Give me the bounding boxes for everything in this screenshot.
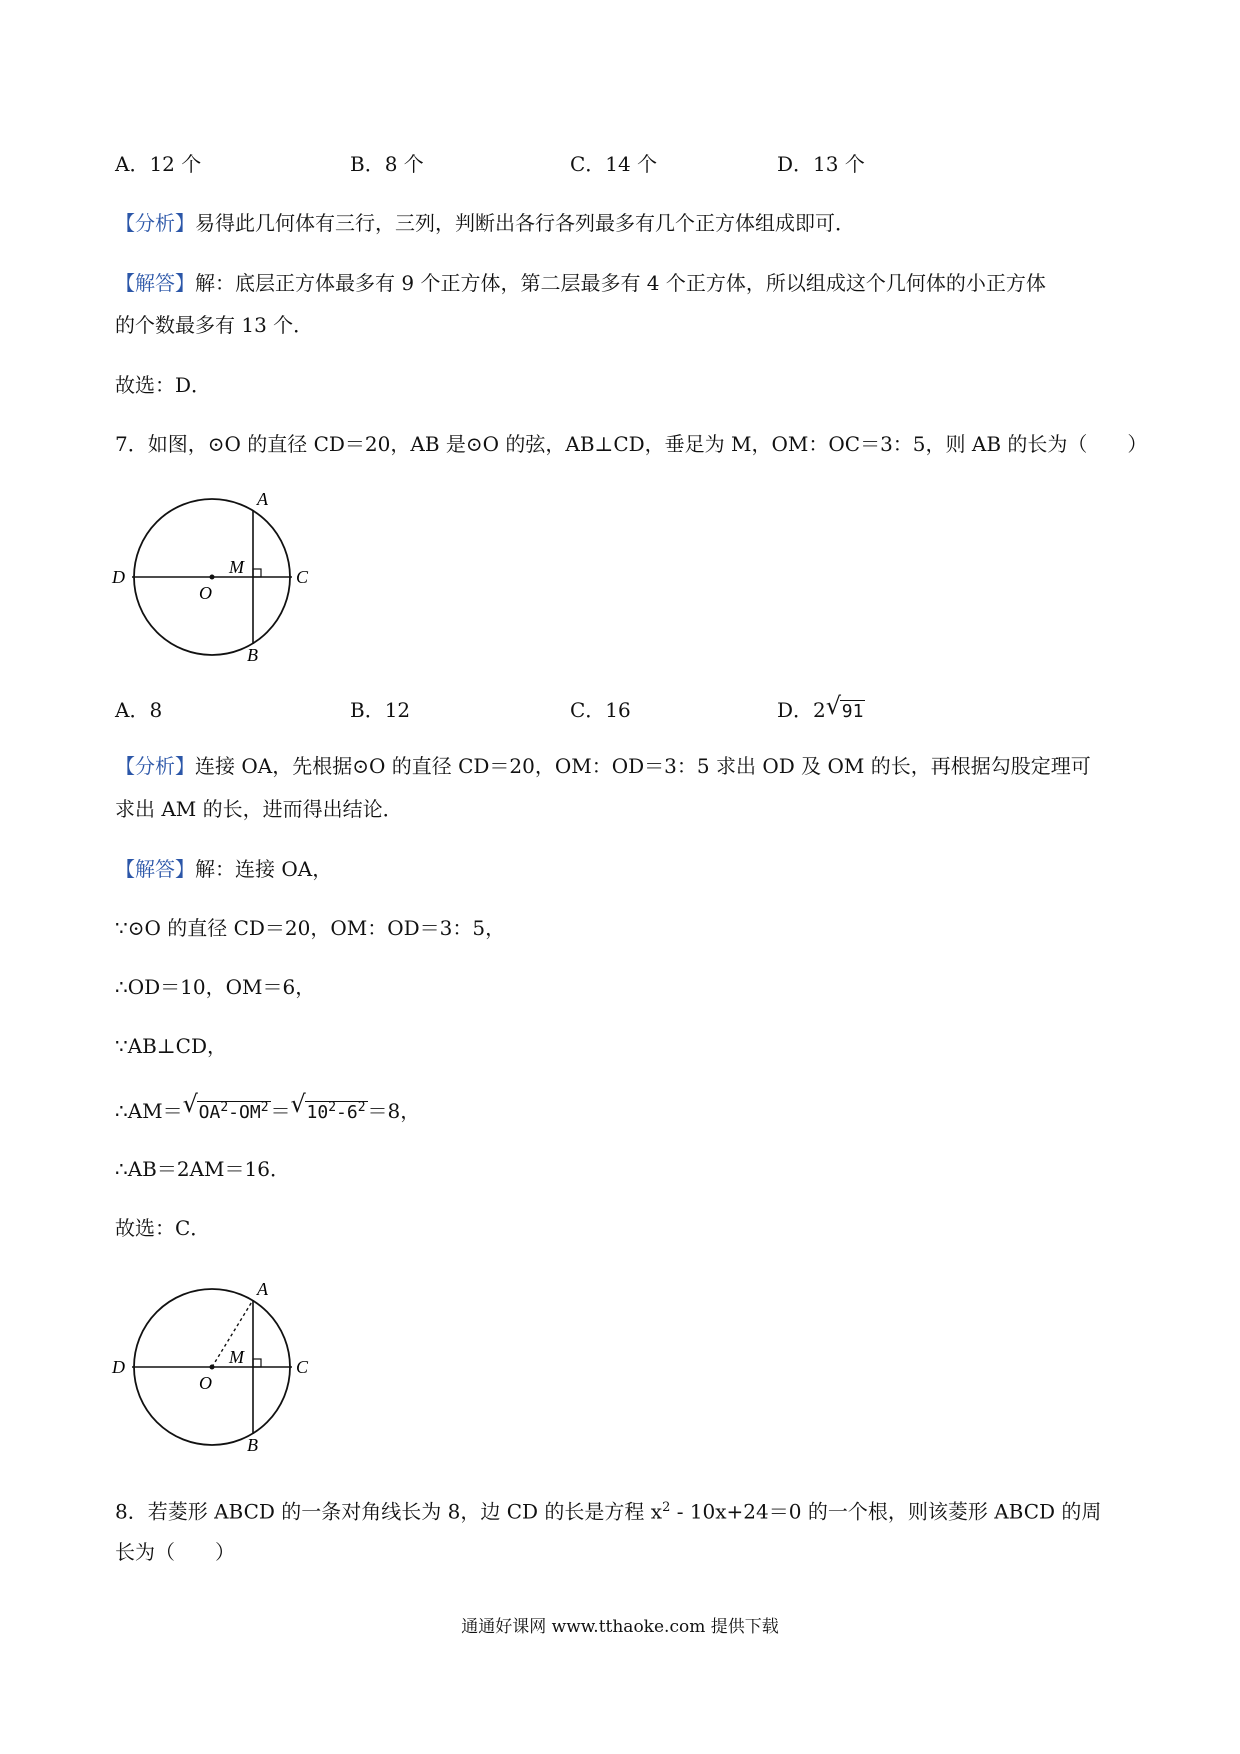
sqrt-expr-1: √ $OA^2-OM^2$ xyxy=(182,1090,269,1123)
q7-solution-figure xyxy=(110,1275,320,1460)
analysis-text: 连接 OA，先根据⊙O 的直径 CD＝20，OM：OD＝3：5 求出 OD 及 OM 的长，再根据勾股定理可 xyxy=(195,754,1091,778)
q7-step4 xyxy=(115,1090,421,1127)
analysis-tag: 【分析】 xyxy=(115,211,195,235)
answer-text: 解：连接 OA， xyxy=(195,857,333,881)
page-footer: 通通好课网 www.tthaoke.com 提供下载 xyxy=(461,1617,779,1637)
answer-tag: 【解答】 xyxy=(115,271,195,295)
q7-stem: 7．如图，⊙O 的直径 CD＝20，AB 是⊙O 的弦，AB⊥CD，垂足为 M，OM：OC＝3：5，则 AB 的长为（ ） xyxy=(115,432,1148,456)
sqrt-expr-2: √ $10^2-6^2$ xyxy=(290,1090,366,1123)
option-d-radicand: 91 xyxy=(841,701,864,722)
step4-suffix: ＝8， xyxy=(367,1099,421,1123)
label-a: A xyxy=(257,1279,268,1299)
q6-option-c: C．14 个 xyxy=(570,152,658,176)
q8-exponent: 2 xyxy=(662,1500,671,1515)
q6-answer-line1 xyxy=(115,269,1046,297)
q7-analysis-line2: 求出 AM 的长，进而得出结论． xyxy=(115,797,403,821)
label-d: D xyxy=(112,567,125,587)
q6-choice: 故选：D． xyxy=(115,373,212,397)
equals: ＝ xyxy=(270,1099,291,1123)
label-m: M xyxy=(229,1347,244,1367)
q8-text-b: - 10x+24＝0 的一个根，则该菱形 ABCD 的周 xyxy=(670,1499,1102,1524)
exp-2: 2 xyxy=(357,1100,366,1115)
q7-analysis-line1 xyxy=(115,752,1091,780)
label-c: C xyxy=(296,567,309,587)
q7-step1: ∵⊙O 的直径 CD＝20，OM：OD＝3：5， xyxy=(115,916,506,940)
q7-step2: ∴OD＝10，OM＝6， xyxy=(115,975,316,999)
radicand-om: -OM xyxy=(228,1102,261,1123)
q6-option-d: D．13 个 xyxy=(777,152,865,176)
analysis-tag: 【分析】 xyxy=(115,754,195,778)
q7-step5: ∴AB＝2AM＝16． xyxy=(115,1157,290,1181)
q7-figure xyxy=(110,485,320,670)
radicand-6: -6 xyxy=(336,1102,358,1123)
q7-option-c: C．16 xyxy=(570,698,631,722)
answer-tag: 【解答】 xyxy=(115,857,195,881)
q6-option-b: B．8 个 xyxy=(350,152,424,176)
q7-option-a: A．8 xyxy=(115,698,163,722)
q7-option-d xyxy=(777,692,865,726)
label-o: O xyxy=(199,583,212,603)
sqrt-symbol: √ 91 xyxy=(825,692,864,722)
q8-stem-line2: 长为（ ） xyxy=(115,1540,235,1564)
q8-text-a: 8．若菱形 ABCD 的一条对角线长为 8，边 CD 的长是方程 x xyxy=(115,1499,663,1524)
exp-2: 2 xyxy=(260,1100,269,1115)
label-b: B xyxy=(247,645,258,665)
label-b: B xyxy=(247,1435,258,1455)
radicand-10: 10 xyxy=(306,1102,329,1123)
label-d: D xyxy=(112,1357,125,1377)
label-a: A xyxy=(257,489,268,509)
q7-step3: ∵AB⊥CD， xyxy=(115,1034,228,1058)
q8-stem-line1 xyxy=(115,1494,1101,1526)
q6-analysis xyxy=(115,209,855,237)
label-m: M xyxy=(229,557,244,577)
q7-choice: 故选：C． xyxy=(115,1216,211,1240)
q7-option-b: B．12 xyxy=(350,698,411,722)
exp-2: 2 xyxy=(220,1100,229,1115)
exp-2: 2 xyxy=(328,1100,337,1115)
step4-prefix: ∴AM＝ xyxy=(115,1099,183,1123)
label-c: C xyxy=(296,1357,309,1377)
q6-answer-line2: 的个数最多有 13 个． xyxy=(115,313,314,337)
radicand-oa: OA xyxy=(198,1102,221,1123)
q7-answer-line1 xyxy=(115,855,332,883)
option-d-label: D．2 xyxy=(777,698,826,722)
answer-text: 解：底层正方体最多有 9 个正方体，第二层最多有 4 个正方体，所以组成这个几何体的小正方体 xyxy=(195,271,1046,295)
q6-option-a: A．12 个 xyxy=(115,152,202,176)
analysis-text: 易得此几何体有三行，三列，判断出各行各列最多有几个正方体组成即可． xyxy=(195,211,855,235)
label-o: O xyxy=(199,1373,212,1393)
